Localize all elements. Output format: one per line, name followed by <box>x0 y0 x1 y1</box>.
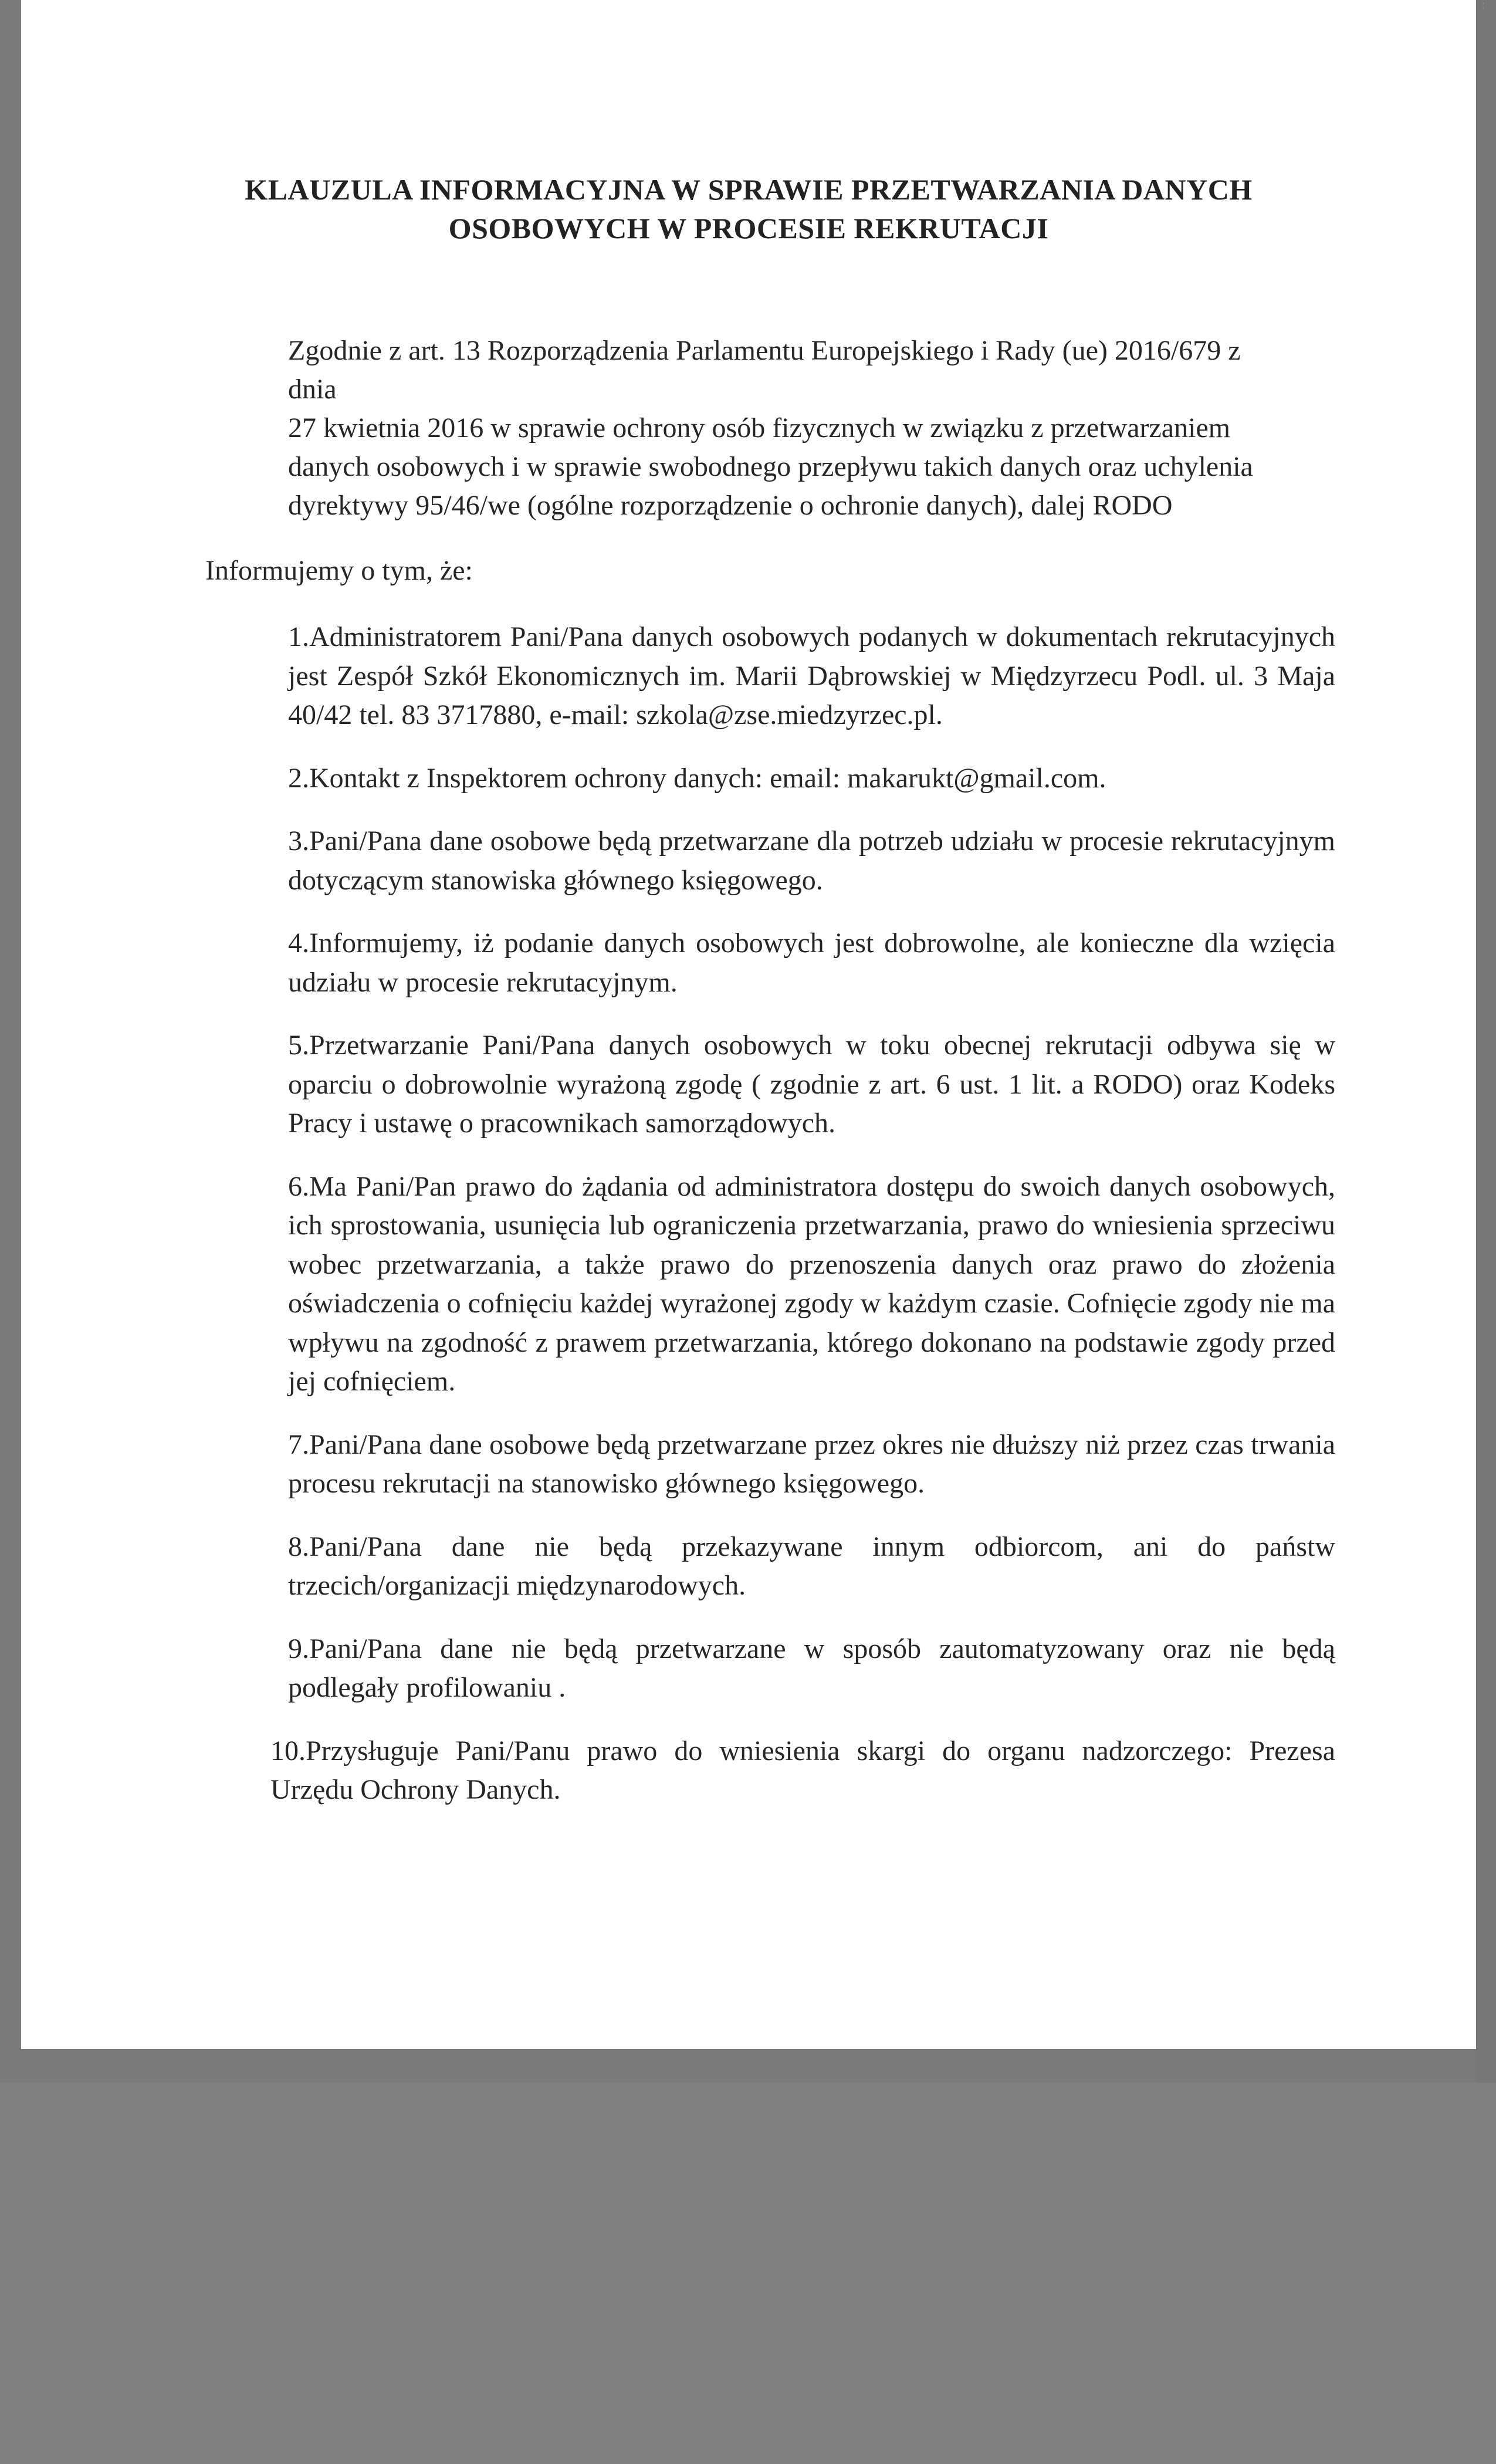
clause-number: 3. <box>288 825 309 857</box>
clause-text: Przetwarzanie Pani/Pana danych osobowych w toku obecnej rekrutacji odbywa się w oparciu o dobrowolnie wyrażoną zgodę ( zgodnie z art. 6 ust. 1 lit. a RODO) oraz Kodeks Pracy i ustawę o pracownikach samorządowych. <box>288 1030 1335 1139</box>
clause-item <box>288 1026 1335 1143</box>
clause-item <box>288 1630 1335 1708</box>
clause-number: 10. <box>270 1735 306 1766</box>
clause-text: Przysługuje Pani/Panu prawo do wniesienia skargi do organu nadzorczego: Prezesa Urzędu Ochrony Danych. <box>270 1735 1335 1805</box>
legal-basis-paragraph <box>288 331 1335 525</box>
clause-number: 8. <box>288 1531 309 1562</box>
clause-number: 7. <box>288 1429 309 1460</box>
clause-text: Pani/Pana dane nie będą przekazywane innym odbiorcom, ani do państw trzecich/organizacji międzynarodowych. <box>288 1531 1335 1601</box>
clause-item <box>288 618 1335 735</box>
clause-text: Informujemy, iż podanie danych osobowych jest dobrowolne, ale konieczne dla wzięcia udziału w procesie rekrutacyjnym. <box>288 928 1335 998</box>
clause-number: 6. <box>288 1170 309 1202</box>
title-line: OSOBOWYCH W PROCESIE REKRUTACJI <box>448 212 1049 245</box>
document-title <box>21 170 1476 248</box>
scanned-page <box>21 0 1485 2049</box>
intro-line: danych osobowych i w sprawie swobodnego przepływu takich danych oraz uchylenia <box>288 451 1253 482</box>
clause-text: Kontakt z Inspektorem ochrony danych: email: makarukt@gmail.com. <box>309 762 1106 794</box>
clause-item <box>288 924 1335 1002</box>
clause-text: Pani/Pana dane osobowe będą przetwarzane dla potrzeb udziału w procesie rekrutacyjnym dotyczącym stanowiska głównego księgowego. <box>288 825 1335 896</box>
clause-number: 2. <box>288 762 309 794</box>
clause-item <box>288 759 1335 798</box>
intro-line: 27 kwietnia 2016 w sprawie ochrony osób fizycznych w związku z przetwarzaniem <box>288 412 1231 444</box>
title-line: KLAUZULA INFORMACYJNA W SPRAWIE PRZETWARZANIA DANYCH <box>245 173 1253 206</box>
clause-text: Administratorem Pani/Pana danych osobowych podanych w dokumentach rekrutacyjnych jest Zespół Szkół Ekonomicznych im. Marii Dąbrowskiej w Międzyrzecu Podl. ul. 3 Maja 40/42 tel. 83 3717880, e-mail: szkola@zse.miedzyrzec.pl. <box>288 621 1335 730</box>
scan-artifact: ⁚ <box>1482 2 1485 11</box>
clause-text: Pani/Pana dane osobowe będą przetwarzane przez okres nie dłuższy niż przez czas trwania procesu rekrutacji na stanowisko głównego księgowego. <box>288 1429 1335 1499</box>
clause-number: 9. <box>288 1633 309 1664</box>
clause-item <box>270 1732 1335 1810</box>
clause-item <box>288 1426 1335 1504</box>
clause-item <box>288 822 1335 900</box>
clause-number: 1. <box>288 621 309 652</box>
clause-item <box>288 1167 1335 1402</box>
lead-in-text: Informujemy o tym, że: <box>205 555 473 586</box>
clause-number: 5. <box>288 1030 309 1061</box>
intro-line: dnia <box>288 374 337 405</box>
clause-item <box>288 1528 1335 1606</box>
clause-text: Ma Pani/Pan prawo do żądania od administratora dostępu do swoich danych osobowych, ich sprostowania, usunięcia lub ograniczenia przetwarzania, prawo do wniesienia sprzeciwu wobec przetwarzania, a także prawo do przenoszenia danych oraz prawo do złożenia oświadczenia o cofnięciu każdej wyrażonej zgody w każdym czasie. Cofnięcie zgody nie ma wpływu na zgodność z prawem przetwarzania, którego dokonano na podstawie zgody przed jej cofnięciem. <box>288 1170 1335 1397</box>
clause-number: 4. <box>288 928 309 959</box>
intro-line: dyrektywy 95/46/we (ogólne rozporządzenie o ochronie danych), dalej RODO <box>288 490 1173 521</box>
intro-line: Zgodnie z art. 13 Rozporządzenia Parlamentu Europejskiego i Rady (ue) 2016/679 z <box>288 335 1241 366</box>
scanner-edge <box>1476 0 1496 2083</box>
clause-text: Pani/Pana dane nie będą przetwarzane w sposób zautomatyzowany oraz nie będą podlegały profilowaniu . <box>288 1633 1335 1703</box>
numbered-clauses <box>270 618 1335 1834</box>
